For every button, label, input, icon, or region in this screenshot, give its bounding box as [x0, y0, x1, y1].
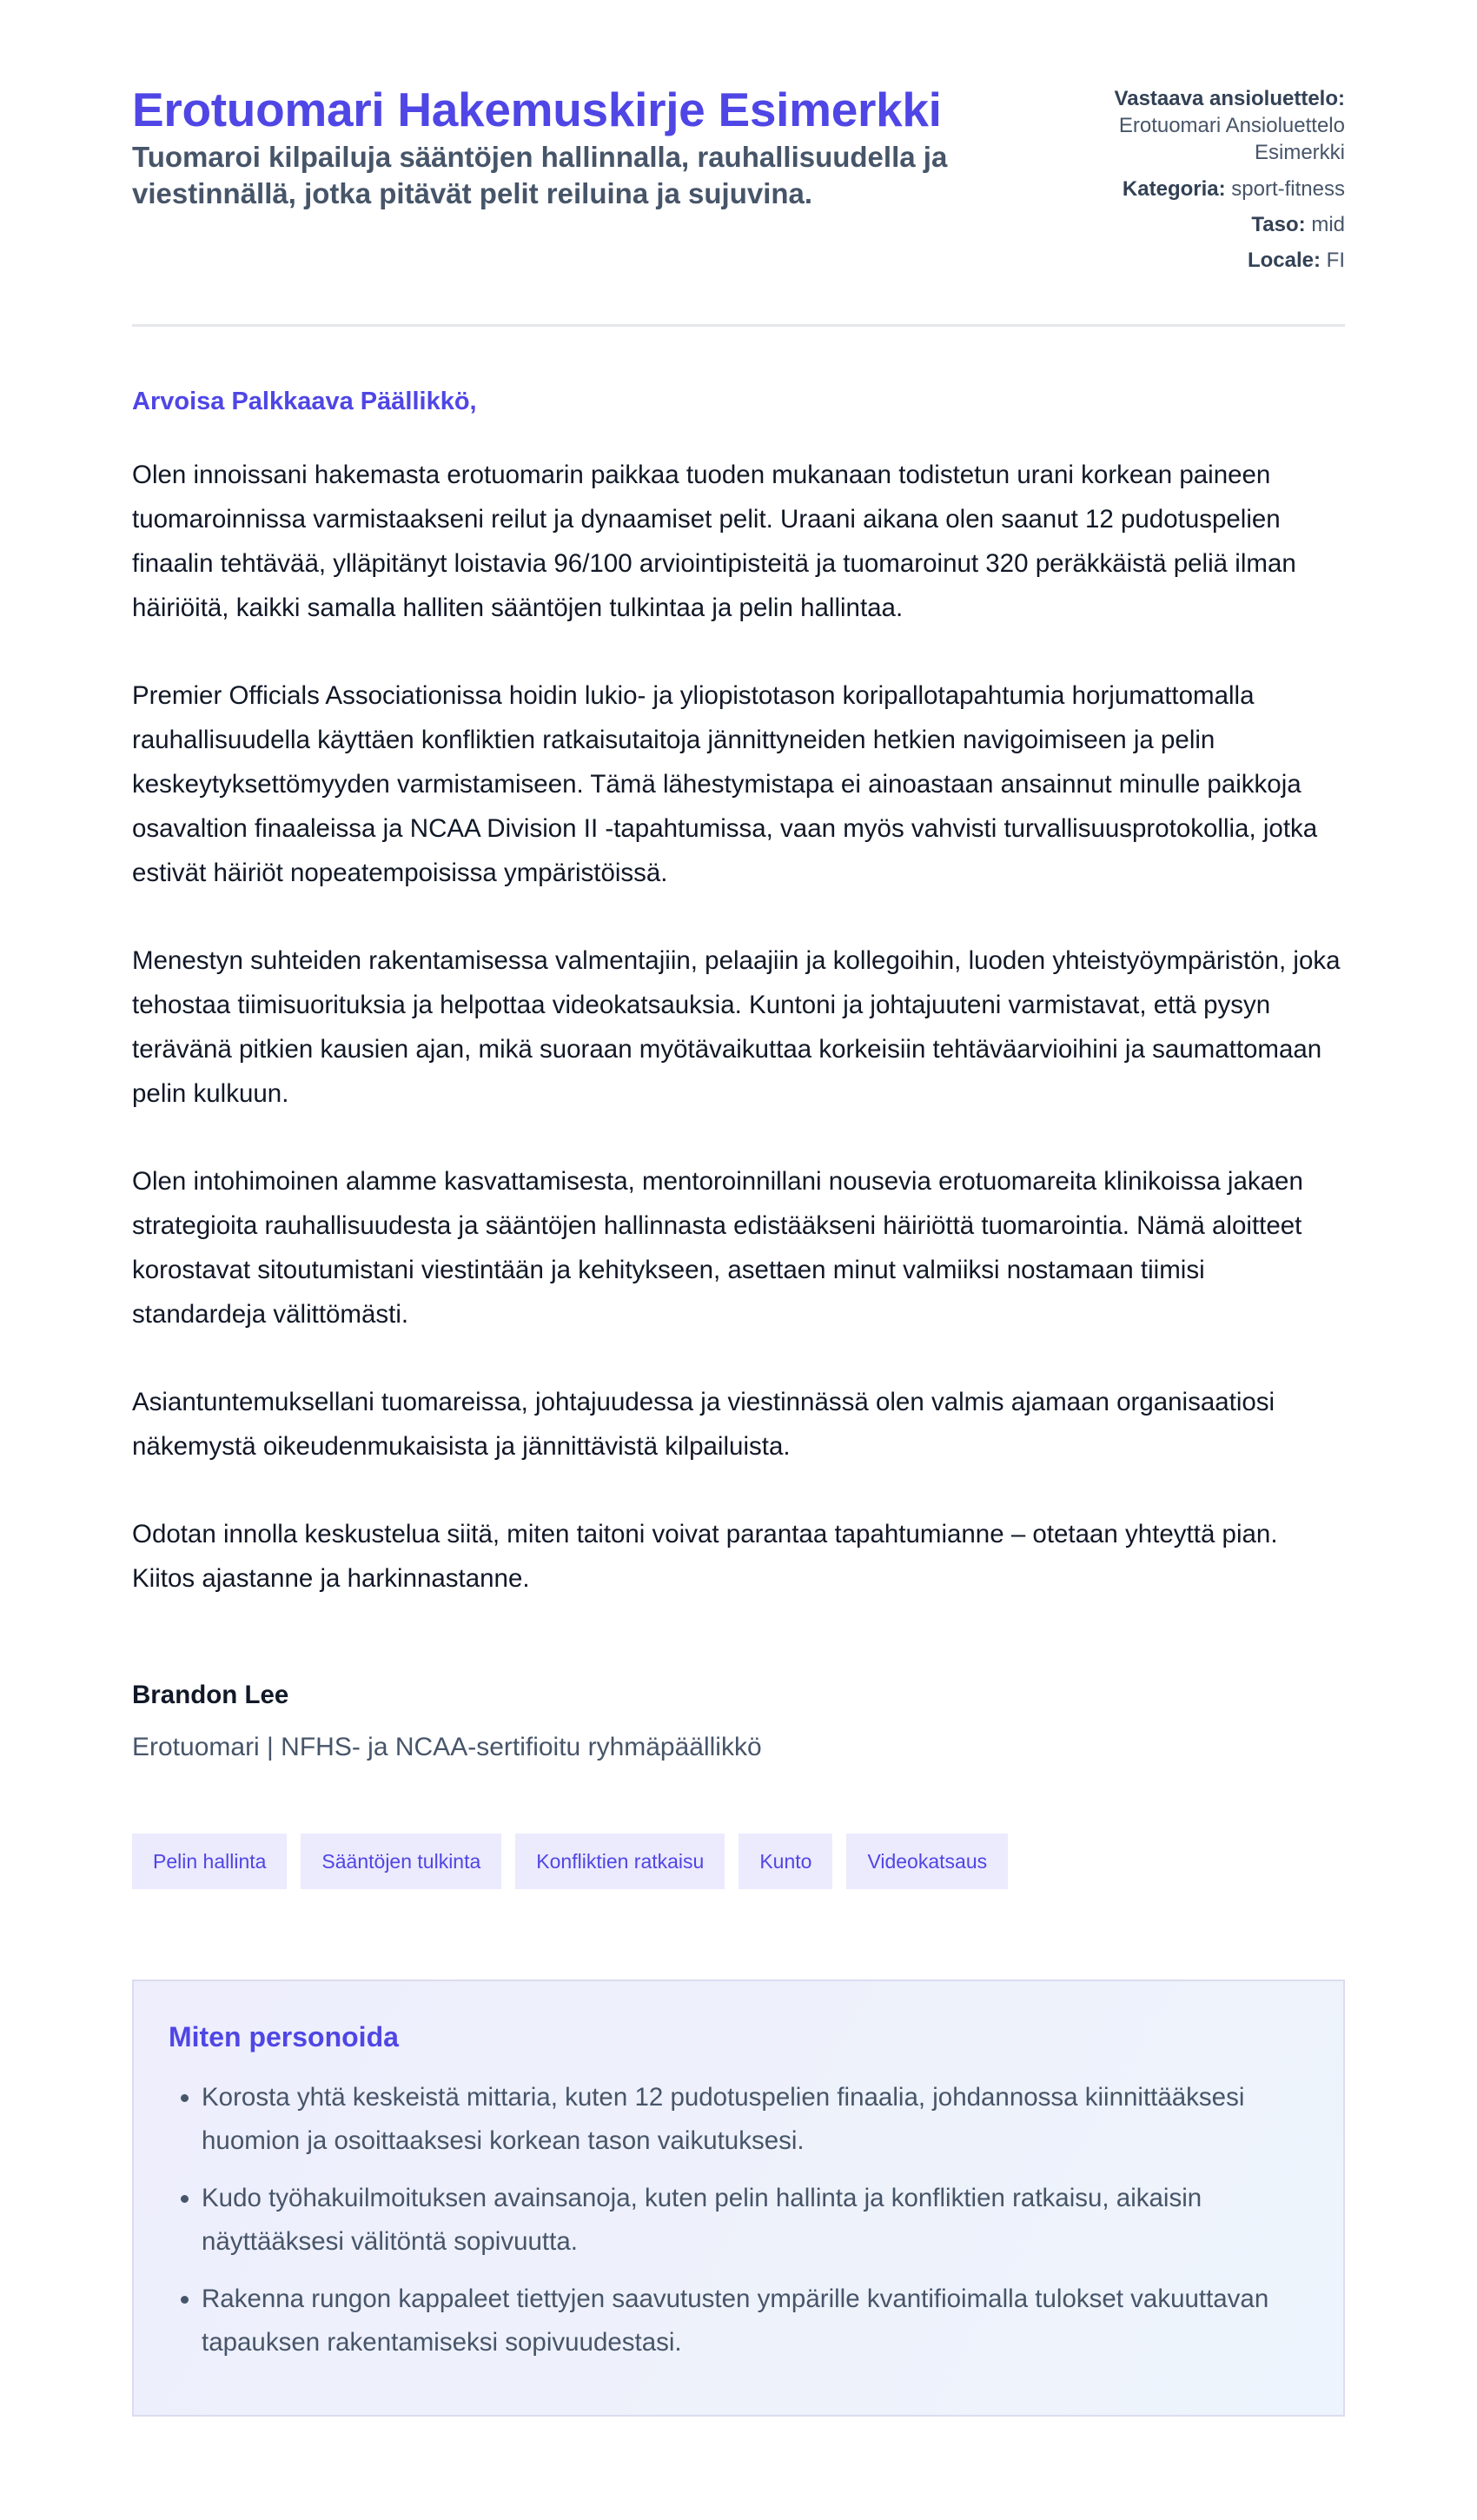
skill-tags — [132, 1834, 1345, 1889]
paragraph: Premier Officials Associationissa hoidin lukio- ja yliopistotason koripallotapahtumia horjumattomalla rauhallisuudella käyttäen konfliktien ratkaisutaitoja jännittyneiden hetkien navigoimiseen ja pelin keskeytyksettömyyden varmistamiseen. Tämä lähestymistapa ei ainoastaan ansainnut minulle paikkoja osavaltion finaaleissa ja NCAA Division II -tapahtumissa, vaan myös vahvisti turvallisuusprotokollia, jotka estivät häiriöt nopeatempoisissa ympäristöissä. — [132, 681, 1318, 888]
meta-locale-label: Locale: — [1247, 248, 1321, 272]
tips-title: Miten personoida — [169, 2021, 399, 2053]
paragraph: Olen innoissani hakemasta erotuomarin paikkaa tuoden mukanaan todistetun urani korkean paineen tuomaroinnissa varmistaakseni reilut ja dynaamiset pelit. Uraani aikana olen saanut 12 pudotuspelien finaalin tehtävää, ylläpitänyt loistavia 96/100 arviointipisteitä ja tuomaroinut 320 peräkkäistä peliä ilman häiriöitä, kaikki samalla halliten sääntöjen tulkintaa ja pelin hallintaa. — [132, 461, 1296, 623]
meta-category — [1067, 176, 1345, 202]
meta-resume-link[interactable]: Erotuomari Ansioluettelo Esimerkki — [1118, 114, 1345, 165]
signature-name: Brandon Lee — [132, 1681, 289, 1710]
signature — [132, 1681, 1345, 1762]
meta-resume — [1067, 85, 1345, 167]
meta-level — [1067, 211, 1345, 238]
tip-item: • Rakenna rungon kappaleet tiettyjen saavutusten ympärille kvantifioimalla tulokset vakuuttavan tapauksen rakentamiseksi sopivuudestasi. — [202, 2278, 1308, 2364]
meta-category-value: sport-fitness — [1231, 176, 1345, 201]
tip-item: • Korosta yhtä keskeistä mittaria, kuten 12 pudotuspelien finaalia, johdannossa kiinnittääksesi huomion ja osoittaaksesi korkean tason vaikutuksesi. — [202, 2076, 1308, 2163]
meta-resume-label: Vastaava ansioluettelo: — [1114, 87, 1345, 110]
meta-locale-value: FI — [1326, 248, 1345, 272]
meta-panel — [1067, 85, 1345, 282]
header — [132, 83, 1345, 327]
header-titles — [132, 83, 1018, 211]
page-title: Erotuomari Hakemuskirje Esimerkki — [132, 83, 942, 136]
paragraph: Asiantuntemuksellani tuomareissa, johtajuudessa ja viestinnässä olen valmis ajamaan organisaatiosi näkemystä oikeudenmukaisista ja jännittävistä kilpailuista. — [132, 1388, 1275, 1462]
signature-role: Erotuomari | NFHS- ja NCAA-sertifioitu ryhmäpäällikkö — [132, 1733, 762, 1762]
meta-level-label: Taso: — [1251, 212, 1306, 236]
skill-tag: Kunto — [738, 1834, 832, 1889]
tip-item: • Kudo työhakuilmoituksen avainsanoja, kuten pelin hallinta ja konfliktien ratkaisu, aikaisin näyttääksesi välitöntä sopivuutta. — [202, 2177, 1308, 2264]
salutation: Arvoisa Palkkaava Päällikkö, — [132, 388, 477, 416]
meta-level-value: mid — [1311, 212, 1345, 236]
skill-tag: Videokatsaus — [846, 1834, 1008, 1889]
page-subtitle: Tuomaroi kilpailuja sääntöjen hallinnalla, rauhallisuudella ja viestinnällä, jotka pitävät pelit reiluina ja sujuvina. — [132, 140, 948, 209]
personalization-tips — [132, 1980, 1345, 2417]
letter-body — [132, 453, 1345, 1601]
paragraph: Odotan innolla keskustelua siitä, miten taitoni voivat parantaa tapahtumianne – otetaan yhteyttä pian. Kiitos ajastanne ja harkinnastanne. — [132, 1520, 1278, 1594]
tips-list — [169, 2076, 1308, 2364]
paragraph: Menestyn suhteiden rakentamisessa valmentajiin, pelaajiin ja kollegoihin, luoden yhteistyöympäristön, joka tehostaa tiimisuorituksia ja helpottaa videokatsauksia. Kuntoni ja johtajuuteni varmistavat, että pysyn terävänä pitkien kausien ajan, mikä suoraan myötävaikuttaa korkeisiin tehtäväarvioihini ja saumattomaan pelin kulkuun. — [132, 946, 1341, 1109]
skill-tag: Pelin hallinta — [132, 1834, 287, 1889]
skill-tag: Konfliktien ratkaisu — [515, 1834, 725, 1889]
meta-locale — [1067, 247, 1345, 274]
skill-tag: Sääntöjen tulkinta — [301, 1834, 501, 1889]
meta-category-label: Kategoria: — [1122, 176, 1226, 201]
paragraph: Olen intohimoinen alamme kasvattamisesta, mentoroinnillani nousevia erotuomareita klinikoissa jakaen strategioita rauhallisuudesta ja sääntöjen hallinnasta edistääkseni häiriöttä tuomarointia. Nämä aloitteet korostavat sitoutumistani viestintään ja kehitykseen, asettaen minut valmiiksi nostamaan tiimisi standardeja välittömästi. — [132, 1167, 1303, 1330]
